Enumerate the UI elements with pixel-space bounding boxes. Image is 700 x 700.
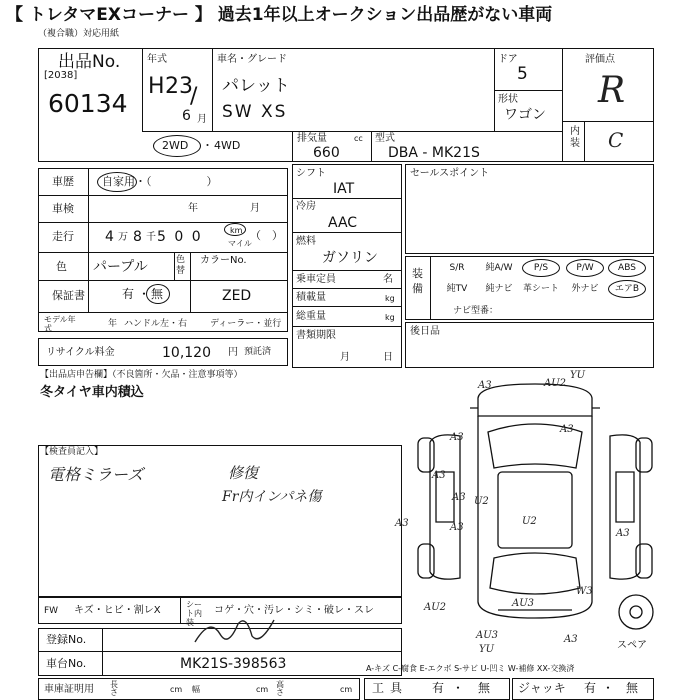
equipment-item: P/W [576, 263, 594, 273]
inspector-line3: Fr内インパネ傷 [222, 489, 322, 505]
name-label: 車名・グレード [217, 54, 287, 65]
page-header: 【 トレタマEXコーナー 】 過去1年以上オークション出品歴がない車両 [6, 5, 553, 25]
cert-height: 高さ [276, 680, 284, 697]
drive-4wd: 4WD [214, 139, 241, 152]
colorno-value: ZED [222, 288, 252, 304]
deadline-label: 書類期限 [296, 330, 336, 341]
year-era: H [148, 74, 165, 99]
interior-label: 内装 [570, 126, 580, 149]
chassis-label: 車台No. [46, 657, 87, 670]
damage-mark: U2 [474, 496, 489, 507]
inspection-year: 年 [188, 203, 198, 214]
score-value: R [598, 70, 626, 111]
deadline-month: 月 [340, 352, 350, 363]
aftermarket-label: 後日品 [410, 326, 440, 337]
equipment-circle [608, 259, 646, 277]
vehicle-details [38, 168, 288, 332]
ac-value: AAC [328, 215, 358, 231]
model-name: パレット [222, 76, 290, 96]
chassis-value: MK21S-398563 [180, 656, 287, 672]
damage-mark: A3 [432, 470, 446, 481]
load-label: 積載量 [296, 292, 326, 303]
shift-value: IAT [333, 181, 355, 197]
cert-label: 車庫証明用 [44, 684, 94, 695]
capacity-unit: 名 [383, 274, 393, 285]
year-month-unit: 月 [197, 114, 207, 125]
mileage-unit-mile: マイル [228, 239, 252, 248]
cert-unit-1: cm [170, 685, 183, 694]
damage-mark: A3 [616, 528, 630, 539]
repaint-label: 色替 [176, 255, 186, 276]
model-row-label: モデル年式 [44, 315, 76, 333]
damage-mark: A3 [450, 522, 464, 533]
shift-label: シフト [296, 168, 326, 179]
tools-sep: ・ [452, 681, 465, 695]
grade-name: SW XS [222, 102, 288, 122]
cert-unit-3: cm [340, 685, 353, 694]
warranty-yes: 有 [122, 287, 135, 301]
year-label: 年式 [147, 54, 167, 65]
warranty-sep: ・ [138, 287, 151, 301]
damage-mark: AU2 [424, 602, 447, 613]
doors-label: ドア [498, 54, 518, 65]
registration-label: 登録No. [46, 633, 87, 646]
displacement-unit: cc [354, 134, 363, 143]
history-label: 車歴 [52, 175, 74, 188]
fw-text: キズ・ヒビ・割レX [74, 605, 161, 616]
damage-mark: AU3 [476, 630, 499, 641]
damage-mark: A3 [560, 424, 574, 435]
subhead: （複合職）対応用紙 [38, 29, 120, 39]
jack-no: 無 [626, 681, 639, 695]
equipment-circle [522, 259, 560, 277]
aftermarket-box [405, 322, 654, 368]
recycle-value: 10,120 [162, 345, 211, 361]
type-value: DBA - MK21S [388, 145, 480, 161]
mileage-u2: 千 [146, 232, 156, 243]
sales-point-label: セールスポイント [410, 168, 490, 179]
type-label: 型式 [375, 133, 395, 144]
damage-mark: A3 [450, 432, 464, 443]
handle-value: 左・右 [160, 319, 188, 329]
year-month: 6 [182, 108, 191, 124]
lot-label: 出品No. [58, 52, 121, 72]
equipment-circle [566, 259, 604, 277]
damage-mark: YU [479, 644, 495, 655]
inspection-label: 車検 [52, 202, 74, 215]
cert-unit-2: cm [256, 685, 269, 694]
mileage-rest: 5 0 0 [157, 229, 203, 245]
tools-yes: 有 [432, 681, 445, 695]
jack-yes: 有 [584, 681, 597, 695]
drive-sep: ・ [202, 139, 213, 152]
equipment-item: P/S [533, 263, 549, 273]
spare-label: スペア [617, 640, 647, 651]
history-value: 自家用・（ ） [102, 175, 218, 188]
equipment-item: 純ナビ [485, 284, 513, 294]
damage-mark: A3 [564, 634, 578, 645]
mileage-label: 走行 [52, 230, 74, 243]
color-label: 色 [56, 260, 67, 273]
tools-label: 工具 [372, 681, 409, 695]
equipment-item: S/R [449, 263, 465, 273]
navi-label: ナビ型番： [453, 306, 499, 316]
equipment-item: ABS [618, 263, 636, 273]
fuel-value: ガソリン [322, 250, 378, 266]
damage-mark: AU2 [544, 378, 567, 389]
year-slash: / [190, 84, 198, 109]
weight-label: 総重量 [296, 311, 326, 322]
codes-legend: A-キズ C-腐食 E-エクボ S-サビ U-凹ミ W-補修 XX-交換済 [366, 664, 575, 673]
color-value: パープル [93, 259, 148, 275]
notes-header: 【出品店申告欄】（不良箇所・欠品・注意事項等） [40, 370, 243, 380]
doors-value: 5 [517, 64, 528, 84]
drive-2wd: 2WD [162, 139, 189, 152]
recycle-note: 預託済 [244, 347, 272, 357]
mileage-km-circle [224, 223, 246, 236]
damage-mark: U2 [522, 516, 537, 527]
recycle-label: リサイクル料金 [46, 347, 115, 358]
equipment-item: 純TV [446, 284, 468, 294]
dealer-label: ディーラー・並行 [210, 319, 282, 329]
cert-width: 幅 [192, 685, 200, 694]
deadline-day: 日 [383, 352, 393, 363]
weight-unit: kg [385, 313, 395, 322]
signature-scribble [190, 612, 280, 652]
damage-mark: W3 [576, 586, 593, 597]
ac-label: 冷房 [296, 201, 316, 212]
equipment-circle [608, 280, 646, 298]
interior-value: C [608, 128, 624, 152]
lot-code: [2038] [44, 70, 78, 81]
displacement-value: 660 [313, 145, 340, 161]
mileage-d2: 8 [133, 229, 142, 245]
fw-label: FW [44, 606, 59, 616]
score-label: 評価点 [585, 54, 615, 65]
equipment-item: 外ナビ [571, 284, 599, 294]
damage-mark: A3 [395, 518, 409, 529]
shape-value: ワゴン [504, 107, 546, 123]
tools-no: 無 [478, 681, 491, 695]
damage-mark: A3 [478, 380, 492, 391]
displacement-label: 排気量 [297, 133, 327, 144]
jack-label: ジャッキ [518, 681, 566, 695]
recycle-unit: 円 [228, 347, 238, 358]
lot-number: 60134 [48, 89, 128, 118]
jack-sep: ・ [602, 681, 615, 695]
load-unit: kg [385, 294, 395, 303]
seat-text: コゲ・穴・汚レ・シミ・破レ・スレ [214, 605, 374, 616]
colorno-label: カラーNo. [200, 255, 247, 266]
mileage-paren: （ ） [250, 229, 283, 242]
damage-mark: AU3 [512, 598, 535, 609]
mileage-u1: 万 [118, 232, 128, 243]
damage-mark: A3 [452, 492, 466, 503]
warranty-no: 無 [151, 287, 164, 301]
inspector-line2: 修復 [228, 464, 259, 482]
handle-label: ハンドル [124, 319, 161, 329]
mileage-unit-km: km [230, 226, 243, 235]
notes-line1: 冬タイヤ車内積込 [40, 385, 144, 400]
cert-long: 長さ [110, 680, 118, 697]
warranty-label: 保証書 [52, 289, 85, 302]
seat-label: シート内装 [186, 600, 202, 627]
year-value: 23 [165, 74, 193, 99]
equipment-item: エアB [614, 284, 640, 294]
equipment-label: 装備 [412, 267, 423, 295]
equipment-item: 革シート [522, 284, 559, 294]
inspection-month: 月 [250, 203, 260, 214]
equipment-item: 純A/W [485, 263, 513, 273]
model-row-year: 年 [108, 319, 118, 329]
damage-mark: YU [570, 370, 586, 381]
inspector-line1: 電格ミラーズ [48, 465, 144, 484]
fuel-label: 燃料 [296, 236, 316, 247]
mileage-d1: 4 [105, 229, 114, 245]
capacity-label: 乗車定員 [296, 274, 336, 285]
shape-label: 形状 [498, 94, 518, 105]
inspector-header: 【検査員記入】 [40, 447, 104, 457]
